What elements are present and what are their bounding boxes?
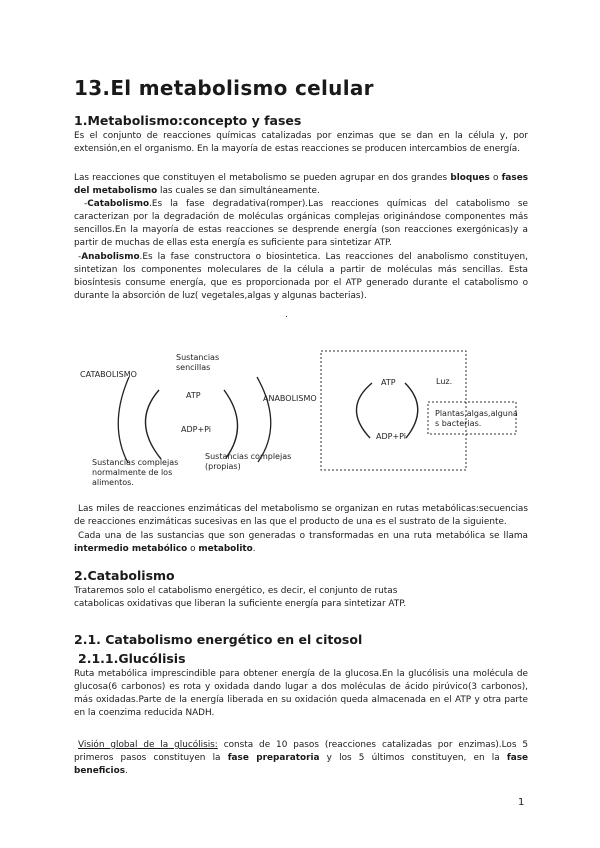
anabolism-cycle-right-arc: [405, 383, 418, 438]
page-number: 1: [518, 797, 525, 808]
paragraph-definition: Es el conjunto de reacciones químicas catalizadas por enzimas que se dan en la célula y, por extensión,en el organismo. En la mayoría de estas reacciones se producen intercambios de energía.: [74, 131, 528, 154]
catabolism-cycle-left-arc: [145, 390, 161, 459]
label-luz: Luz.: [436, 377, 453, 386]
label-sustancias-complejas-right-2: (propias): [205, 462, 241, 471]
label-catabolismo: CATABOLISMO: [80, 370, 137, 379]
label-sustancias-complejas-left-3: alimentos.: [92, 478, 134, 487]
catabolism-cycle-right-arc: [224, 390, 238, 458]
label-adp-left: ADP+Pi: [181, 425, 212, 434]
label-atp-left: ATP: [186, 391, 201, 400]
substance-arrow-left-arc: [118, 377, 129, 463]
paragraph-rutas: Las miles de reacciones enzimáticas del metabolismo se organizan en rutas metabólicas:secuencias de reacciones enzimáticas sucesivas en las que el producto de una es el sustrato de la siguiente.: [74, 504, 528, 527]
label-sustancias-complejas-right-1: Sustancias complejas: [205, 452, 292, 461]
label-anabolismo: ANABOLISMO: [263, 394, 317, 403]
paragraph-metabolito: Cada una de las sustancias que son generadas o transformadas en una ruta metabólica se llama intermedio metabólico o metabolito.: [74, 531, 528, 554]
paragraph-anabolismo: -Anabolismo.Es la fase constructora o biosintetica. Las reacciones del anabolismo constituyen, sintetizan los componentes moleculares de la célula a partir de moléculas más sencillas. Esta biosíntesis consume energía, que es proporcionada por el ATP generado durante el catabolismo o durante la absorción de luz( vegetales,algas y algunas bacterias).: [74, 252, 528, 301]
label-plantas-2: s bacterias.: [435, 419, 482, 428]
label-atp-right: ATP: [381, 378, 396, 387]
paragraph-phases: Las reacciones que constituyen el metabolismo se pueden agrupar en dos grandes bloques o fases del metabolismo las cuales se dan simultáneamente.: [74, 173, 528, 196]
paragraph-catabolismo: -Catabolismo.Es la fase degradativa(romper).Las reacciones químicas del catabolismo se caracterizan por la degradación de moléculas orgánicas complejas originándose componentes más sencillos.En la mayoría de estas reacciones se desprende energía (son reacciones exergónicas)y a partir de muchas de ellas esta energía es suficiente para sintetizar ATP.: [74, 199, 528, 248]
paragraph-catabolismo-energetico: Trataremos solo el catabolismo energético, es decir, el conjunto de rutas catabolicas oxidativas que liberan la suficiente energía para sintetizar ATP.: [74, 586, 407, 609]
metabolism-diagram: [70, 345, 540, 505]
label-plantas-1: Plantas,algas,alguna: [435, 409, 518, 418]
section-heading-2-1-1: 2.1.1.Glucólisis: [78, 651, 186, 666]
substance-arrow-right-arc: [257, 377, 271, 462]
section-heading-2: 2.Catabolismo: [74, 568, 175, 583]
label-sustancias-complejas-left-1: Sustancias complejas: [92, 458, 179, 467]
label-adp-right: ADP+Pi: [376, 432, 407, 441]
paragraph-glucolisis: Ruta metabólica imprescindible para obtener energía de la glucosa.En la glucólisis una molécula de glucosa(6 carbonos) es rota y oxidada dando lugar a dos moléculas de ácido pirúvico(3 carbonos), más oxidadas.Parte de la energía liberada en su oxidación queda almacenada en el ATP y otra parte en la coenzima reducida NADH.: [74, 669, 528, 718]
label-sustancias-sencillas-1: Sustancias: [176, 353, 220, 362]
section-heading-1: 1.Metabolismo:concepto y fases: [74, 113, 302, 128]
page-title: 13.El metabolismo celular: [74, 76, 374, 100]
section-heading-2-1: 2.1. Catabolismo energético en el citosol: [74, 632, 363, 647]
stray-dot: .: [285, 310, 288, 320]
paragraph-vision-global: Visión global de la glucólisis: consta de 10 pasos (reacciones catalizadas por enzimas).Los 5 primeros pasos constituyen la fase preparatoria y los 5 últimos constituyen, en la fase beneficios.: [74, 740, 529, 776]
label-sustancias-sencillas-2: sencillas: [176, 363, 211, 372]
label-sustancias-complejas-left-2: normalmente de los: [92, 468, 173, 477]
anabolism-cycle-left-arc: [356, 383, 372, 438]
